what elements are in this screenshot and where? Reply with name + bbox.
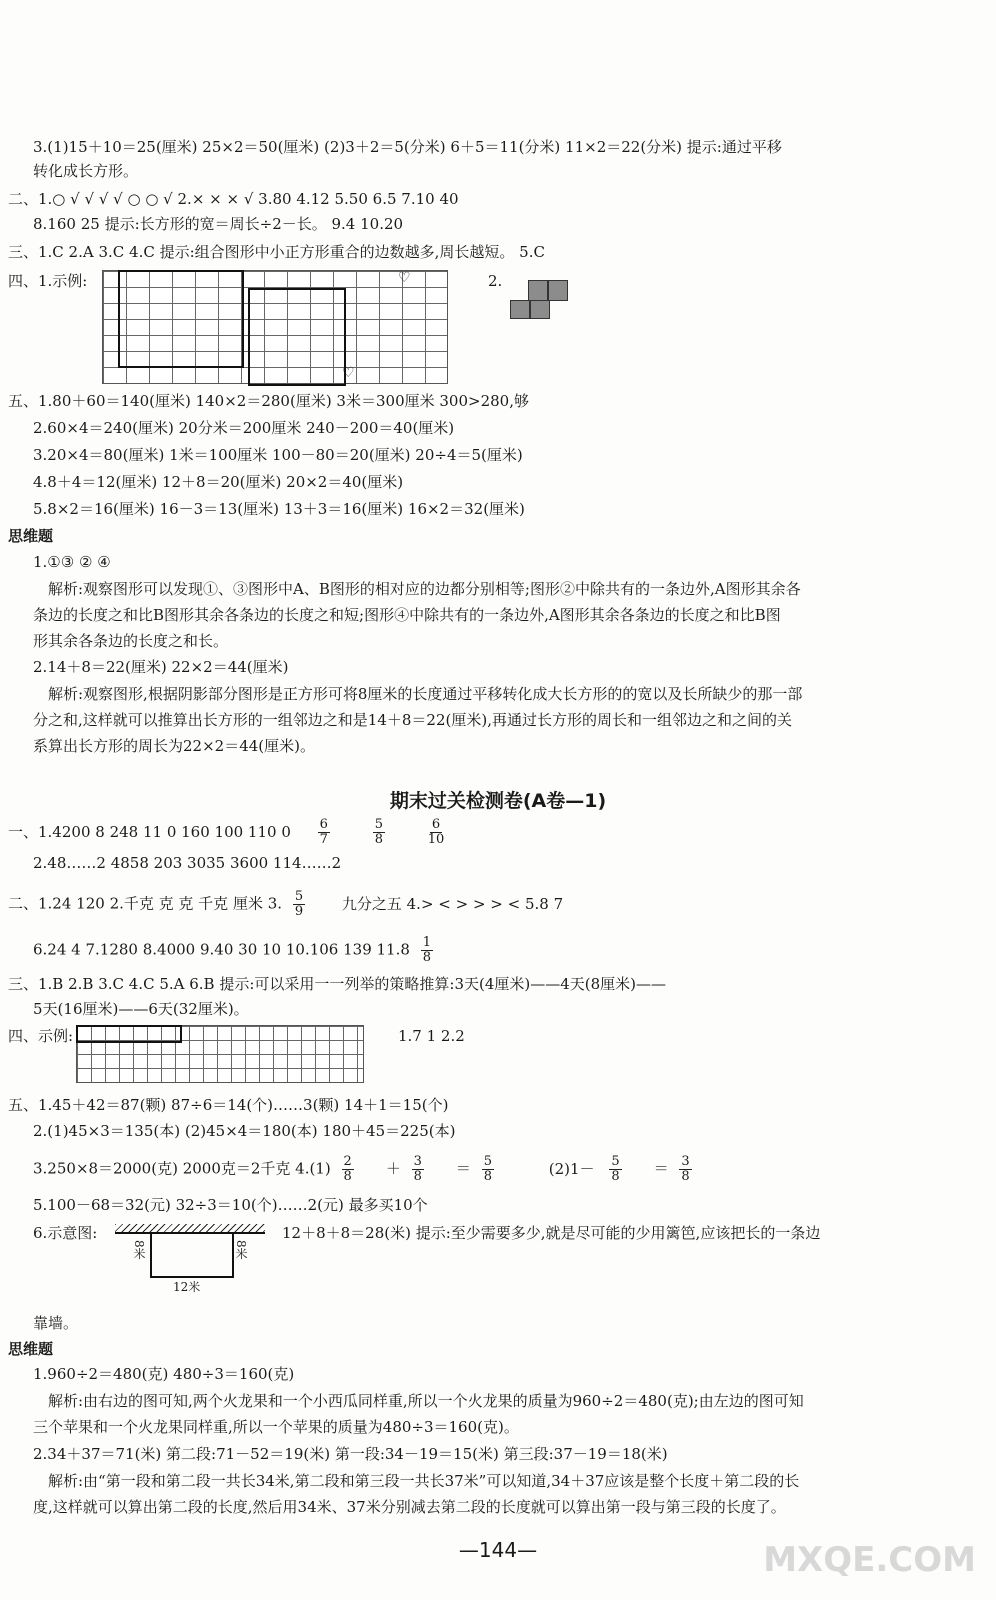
text-line: 转化成长方形。 [33, 162, 139, 180]
fraction: $\frac{6}{7}$ [319, 817, 328, 847]
heart-icon: ♡ [342, 365, 355, 381]
text-line: 2.14＋8＝22(厘米) 22×2＝44(厘米) [33, 658, 289, 676]
text-line: 5天(16厘米)——6天(32厘米)。 [33, 1000, 249, 1018]
text-line: 系算出长方形的周长为22×2＝44(厘米)。 [33, 737, 315, 755]
text-line: 解析:由“第一段和第二段一共长34米,第二段和第三段一共长37米”可以知道,34＋37应该是整个长度＋第二段的长 [48, 1472, 800, 1490]
text-run: 3.250×8＝2000(克) 2000克＝2千克 4.(1) [33, 1159, 331, 1178]
text-line: 5.8×2＝16(厘米) 16－3＝13(厘米) 13＋3＝16(厘米) 16×2＝32(厘米) [33, 500, 525, 518]
text-line: 8.160 25 提示:长方形的宽＝周长÷2－长。 9.4 10.20 [33, 215, 404, 233]
text-line: 三、1.B 2.B 3.C 4.C 5.A 6.B 提示:可以采用一一列举的策略推算:3天(4厘米)——4天(8厘米)—— [8, 975, 667, 993]
text-line: 12＋8＋8＝28(米) 提示:至少需要多少,就是尽可能的少用篱笆,应该把长的一条边 [282, 1224, 821, 1242]
text-line: 2. [488, 272, 503, 290]
text-line: 3.250×8＝2000(克) 2000克＝2千克 4.(1) $\frac{2}{8}$ ＋ $\frac{3}{8}$ ＝ $\frac{5}{8}$ (2)1－ $\frac{5}{8}$ ＝ $\frac{3}{8}$ [33, 1155, 724, 1184]
text-line: 3.20×4＝80(厘米) 1米＝100厘米 100－80＝20(厘米) 20÷4＝5(厘米) [33, 446, 523, 464]
text-line: 四、示例: [8, 1027, 74, 1045]
text-line: 1.①③ ② ④ [33, 553, 111, 571]
shape-outline [248, 288, 346, 386]
fraction: $\frac{3}{8}$ [413, 1154, 422, 1184]
text-line: 6.示意图: [33, 1224, 98, 1242]
text-line: 3.(1)15＋10＝25(厘米) 25×2＝50(厘米) (2)3＋2＝5(分米) 6＋5＝11(分米) 11×2＝22(分米) 提示:通过平移 [33, 138, 782, 156]
shape-outline [118, 270, 244, 368]
text-line: 三、1.C 2.A 3.C 4.C 提示:组合图形中小正方形重合的边数越多,周长越短。 5.C [8, 243, 545, 261]
text-line: 4.8＋4＝12(厘米) 12＋8＝20(厘米) 20×2＝40(厘米) [33, 473, 404, 491]
text-line: 2.(1)45×3＝135(本) (2)45×4＝180(本) 180＋45＝225(本) [33, 1122, 456, 1140]
text-line: 二、1.○ √ √ √ √ ○ ○ √ 2.× × × √ 3.80 4.12 5.50 6.5 7.10 40 [8, 190, 459, 208]
fraction: $\frac{5}{8}$ [483, 1154, 492, 1184]
text-line: 五、1.45＋42＝87(颗) 87÷6＝14(个)……3(颗) 14＋1＝15(个) [8, 1096, 449, 1114]
text-line: 5.100－68＝32(元) 32÷3＝10(个)……2(元) 最多买10个 [33, 1196, 428, 1214]
fraction: $\frac{5}{9}$ [294, 889, 304, 919]
text-run: 一、1.4200 8 248 11 0 160 100 110 0 [8, 822, 291, 841]
heart-icon: ♡ [398, 270, 411, 286]
text-line: 2.34＋37＝71(米) 第二段:71－52＝19(米) 第一段:34－19＝15(米) 第三段:37－19＝18(米) [33, 1445, 668, 1463]
text-line [33, 936, 465, 965]
fraction: $\frac{2}{8}$ [343, 1154, 352, 1184]
fraction: $\frac{5}{8}$ [611, 1154, 620, 1184]
fraction: $\frac{6}{10}$ [427, 817, 445, 847]
page-number: —144— [458, 1538, 538, 1562]
text-line: 分之和,这样就可以推算出长方形的一组邻边之和是14＋8＝22(厘米),再通过长方形的周长和一组邻边之和之间的关 [33, 711, 792, 729]
text-line: 2.48……2 4858 203 3035 3600 114……2 [33, 854, 342, 872]
fraction: $\frac{3}{8}$ [681, 1154, 690, 1184]
text-line [8, 890, 579, 919]
text-line: 形其余各条边的长度之和长。 [33, 632, 229, 650]
text-run: 6.24 4 7.1280 8.4000 9.40 30 10 10.106 139 11.8 [33, 940, 410, 959]
fraction: $\frac{5}{8}$ [374, 817, 383, 847]
dimension-label: 12米 [173, 1280, 201, 1294]
text-run: 九分之五 4.> < > > > < 5.8 7 [341, 894, 564, 913]
text-line: 1.960÷2＝480(克) 480÷3＝160(克) [33, 1365, 295, 1383]
shape-outline [76, 1025, 182, 1043]
text-line: 1.7 1 2.2 [398, 1027, 465, 1045]
text-line: 五、1.80＋60＝140(厘米) 140×2＝280(厘米) 3米＝300厘米 300>280,够 [8, 392, 529, 410]
text-line: 度,这样就可以算出第二段的长度,然后用34米、37米分别减去第二段的长度就可以算出第一段与第三段的长度了。 [33, 1498, 786, 1516]
text-line: 靠墙。 [33, 1314, 79, 1332]
fraction: $\frac{1}{8}$ [422, 935, 431, 965]
text-line: 四、1.示例: [8, 272, 88, 290]
text-run: 二、1.24 120 2.千克 克 克 千克 厘米 3. [8, 894, 283, 913]
text-line: 三个苹果和一个火龙果同样重,所以一个苹果的质量为480÷3＝160(克)。 [33, 1418, 519, 1436]
dimension-label: 8米 [132, 1240, 146, 1260]
shaded-shape [510, 280, 568, 318]
text-line: 条边的长度之和比B图形其余各条边的长度之和短;图形④中除共有的一条边外,A图形其余各条边的长度之和比B图 [33, 606, 781, 624]
page-title: 期末过关检测卷(A卷—1) [389, 790, 607, 812]
section-heading: 思维题 [8, 1340, 54, 1358]
dimension-label: 8米 [234, 1240, 248, 1260]
text-line: 2.60×4＝240(厘米) 20分米＝200厘米 240－200＝40(厘米) [33, 419, 455, 437]
text-line: 解析:由右边的图可知,两个火龙果和一个小西瓜同样重,所以一个火龙果的质量为960÷2＝480(克);由左边的图可知 [48, 1392, 804, 1410]
text-line: 解析:观察图形可以发现①、③图形中A、B图形的相对应的边都分别相等;图形②中除共有的一条边外,A图形其余各 [48, 580, 801, 598]
text-line: 解析:观察图形,根据阴影部分图形是正方形可将8厘米的长度通过平移转化成大长方形的的宽以及长所缺少的那一部 [48, 685, 803, 703]
text-line [8, 818, 476, 847]
watermark-logo: MXQE.COM [763, 1540, 976, 1580]
section-heading: 思维题 [8, 527, 54, 545]
fence-diagram [115, 1222, 265, 1302]
